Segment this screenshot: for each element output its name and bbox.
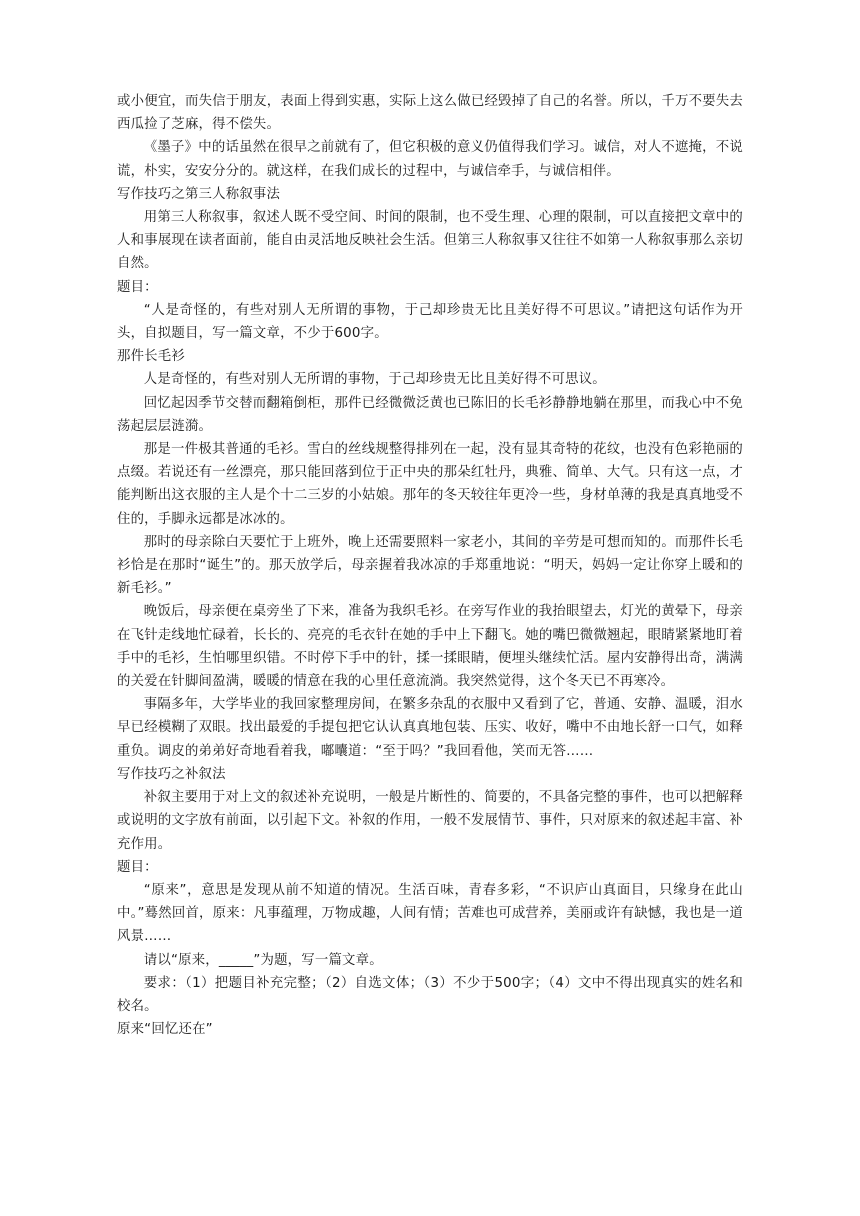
paragraph: 那时的母亲除白天要忙于上班外，晚上还需要照料一家老小，其间的辛劳是可想而知的。而那件长毛衫恰是在那时“诞生”的。那天放学后，母亲握着我冰凉的手郑重地说：“明天，妈妈一定让你穿上暖和的新毛衫。” (117, 534, 743, 597)
paragraph: 题目： (117, 279, 158, 295)
paragraph: 要求：（1）把题目补充完整；（2）自选文体；（3）不少于500字；（4）文中不得出现真实的姓名和校名。 (117, 975, 743, 1014)
paragraph: 晚饭后，母亲便在桌旁坐了下来，准备为我织毛衫。在旁写作业的我抬眼望去，灯光的黄晕下，母亲在飞针走线地忙碌着，长长的、亮亮的毛衣针在她的手中上下翻飞。她的嘴巴微微翘起，眼睛紧紧地盯着手中的毛衫，生怕哪里织错。不时停下手中的针，揉一揉眼睛，便埋头继续忙活。屋内安静得出奇，满满的关爱在针脚间盈满，暖暖的情意在我的心里任意流淌。我突然觉得，这个冬天已不再寒冷。 (117, 604, 743, 690)
paragraph: 或小便宜，而失信于朋友，表面上得到实惠，实际上这么做已经毁掉了自己的名誉。所以，千万不要失去西瓜捡了芝麻，得不偿失。 (117, 94, 743, 133)
document-body (117, 90, 743, 1041)
paragraph: 人是奇怪的，有些对别人无所谓的事物，于己却珍贵无比且美好得不可思议。 (143, 372, 606, 388)
paragraph: “人是奇怪的，有些对别人无所谓的事物，于己却珍贵无比且美好得不可思议。”请把这句话作为开头，自拟题目，写一篇文章，不少于600字。 (117, 302, 743, 342)
paragraph: 用第三人称叙事，叙述人既不受空间、时间的限制，也不受生理、心理的限制，可以直接把文章中的人和事展现在读者面前，能自由灵活地反映社会生活。但第三人称叙事又往往不如第一人称叙事那么亲切自然。 (117, 210, 743, 272)
section-heading: 写作技巧之第三人称叙事法 (117, 186, 281, 202)
paragraph: 那是一件极其普通的毛衫。雪白的丝线规整得排列在一起，没有显其奇特的花纹，也没有色彩艳丽的点缀。若说还有一丝漂亮，那只能回落到位于正中央的那朵红牡丹，典雅、简单、大气。只有这一点，才能判断出这衣服的主人是个十二三岁的小姑娘。那年的冬天较往年更冷一些，身材单薄的我是真真地受不住的，手脚永远都是冰冰的。 (117, 442, 743, 527)
section-heading: 那件长毛衫 (117, 349, 185, 365)
paragraph: 补叙主要用于对上文的叙述补充说明，一般是片断性的、简要的，不具备完整的事件，也可以把解释或说明的文字放有前面，以引起下文。补叙的作用，一般不发展情节、事件，只对原来的叙述起丰富、补充作用。 (117, 790, 743, 852)
paragraph: “原来”，意思是发现从前不知道的情况。生活百味，青春多彩，“不识庐山真面目，只缘身在此山中。”蓦然回首，原来：凡事蕴理，万物成趣，人间有情；苦难也可成营养，美丽或许有缺憾，我也是一道风景…… (117, 882, 743, 945)
paragraph: 《墨子》中的话虽然在很早之前就有了，但它积极的意义仍值得我们学习。诚信，对人不遮掩，不说谎，朴实，安安分分的。就这样，在我们成长的过程中，与诚信牵手，与诚信相伴。 (117, 140, 743, 179)
paragraph: 事隔多年，大学毕业的我回家整理房间，在繁多杂乱的衣服中又看到了它，普通、安静、温暖，泪水早已经模糊了双眼。找出最爱的手提包把它认认真真地包装、压实、收好，嘴中不由地长舒一口气，如释重负。调皮的弟弟好奇地看着我，嘟囔道：“至于吗？”我回看他，笑而无答…… (117, 697, 743, 759)
section-heading: 原来“回忆还在” (117, 1022, 213, 1038)
paragraph: 请以“原来，_____”为题，写一篇文章。 (143, 952, 383, 968)
paragraph: 题目： (117, 859, 158, 875)
paragraph: 回忆起因季节交替而翻箱倒柜，那件已经微微泛黄也已陈旧的长毛衫静静地躺在那里，而我心中不免荡起层层涟漪。 (117, 395, 743, 434)
section-heading: 写作技巧之补叙法 (117, 766, 226, 782)
